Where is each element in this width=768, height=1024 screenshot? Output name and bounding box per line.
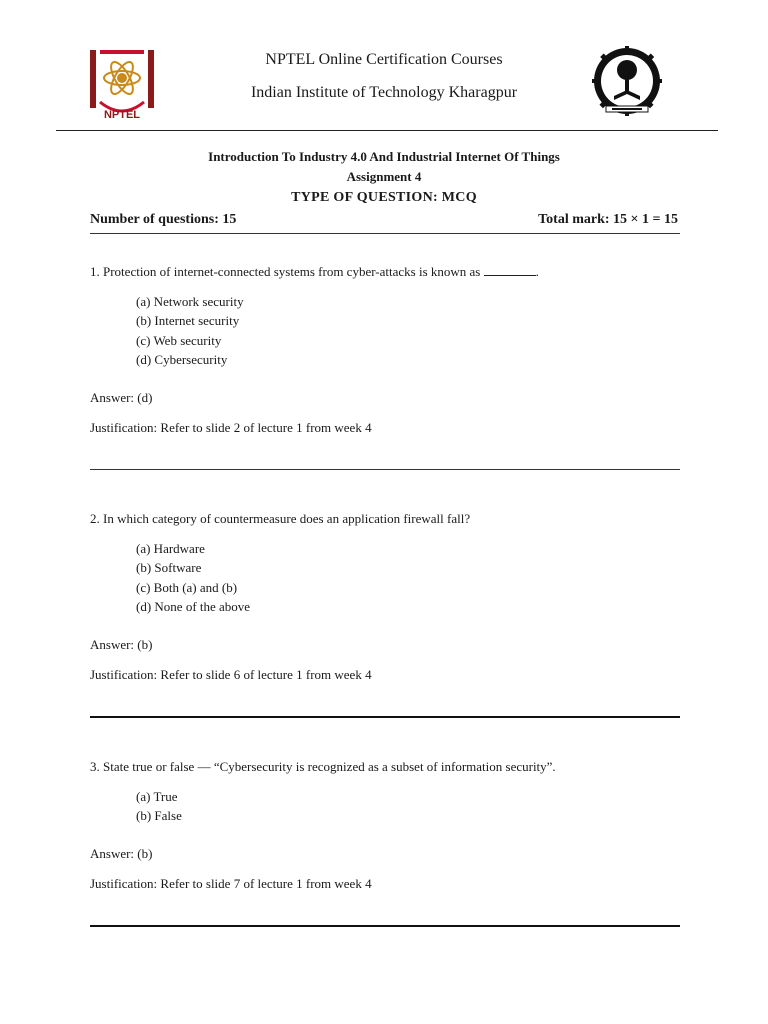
assignment-title: Assignment 4 [346, 169, 422, 184]
question-2-justification: Justification: Refer to slide 6 of lecture 1 from week 4 [90, 667, 372, 682]
question-1-justification: Justification: Refer to slide 2 of lecture 1 from week 4 [90, 420, 372, 435]
question-3-text: 3. State true or false — “Cybersecurity is recognized as a subset of information security”. [90, 759, 556, 774]
total-mark: Total mark: 15 × 1 = 15 [538, 212, 678, 227]
question-3-answer: Answer: (b) [90, 846, 153, 861]
question-3-justification: Justification: Refer to slide 7 of lecture 1 from week 4 [90, 876, 372, 891]
question-3-divider [90, 925, 680, 927]
org-line: NPTEL Online Certification Courses [265, 51, 503, 68]
answer-blank [484, 265, 536, 276]
question-1-option-a: (a) Network security [136, 294, 244, 309]
header-divider [56, 130, 718, 131]
question-3-option-a: (a) True [136, 789, 178, 804]
institute-line: Indian Institute of Technology Kharagpur [250, 84, 518, 101]
question-type: TYPE OF QUESTION: MCQ [291, 190, 477, 205]
course-title: Introduction To Industry 4.0 And Industrial Internet Of Things [208, 149, 560, 164]
question-1-option-c: (c) Web security [136, 333, 222, 348]
question-2-divider [90, 716, 680, 718]
svg-text:NPTEL: NPTEL [103, 109, 141, 121]
question-2-option-a: (a) Hardware [136, 541, 205, 556]
question-2-text: 2. In which category of countermeasure does an application firewall fall? [90, 511, 471, 526]
question-2-option-b: (b) Software [136, 560, 202, 575]
question-1-text: 1. Protection of internet-connected systems from cyber-attacks is known as . [90, 264, 539, 279]
question-2-option-d: (d) None of the above [136, 599, 251, 614]
iit-kgp-seal-icon [592, 46, 662, 120]
question-3-option-b: (b) False [136, 808, 182, 823]
question-1-answer: Answer: (d) [90, 390, 153, 405]
title-divider [90, 233, 680, 234]
question-2-option-c: (c) Both (a) and (b) [136, 580, 238, 595]
question-1-option-d: (d) Cybersecurity [136, 352, 228, 367]
question-1-option-b: (b) Internet security [136, 313, 240, 328]
number-of-questions: Number of questions: 15 [90, 212, 237, 227]
question-2-answer: Answer: (b) [90, 637, 153, 652]
question-1-divider [90, 469, 680, 470]
